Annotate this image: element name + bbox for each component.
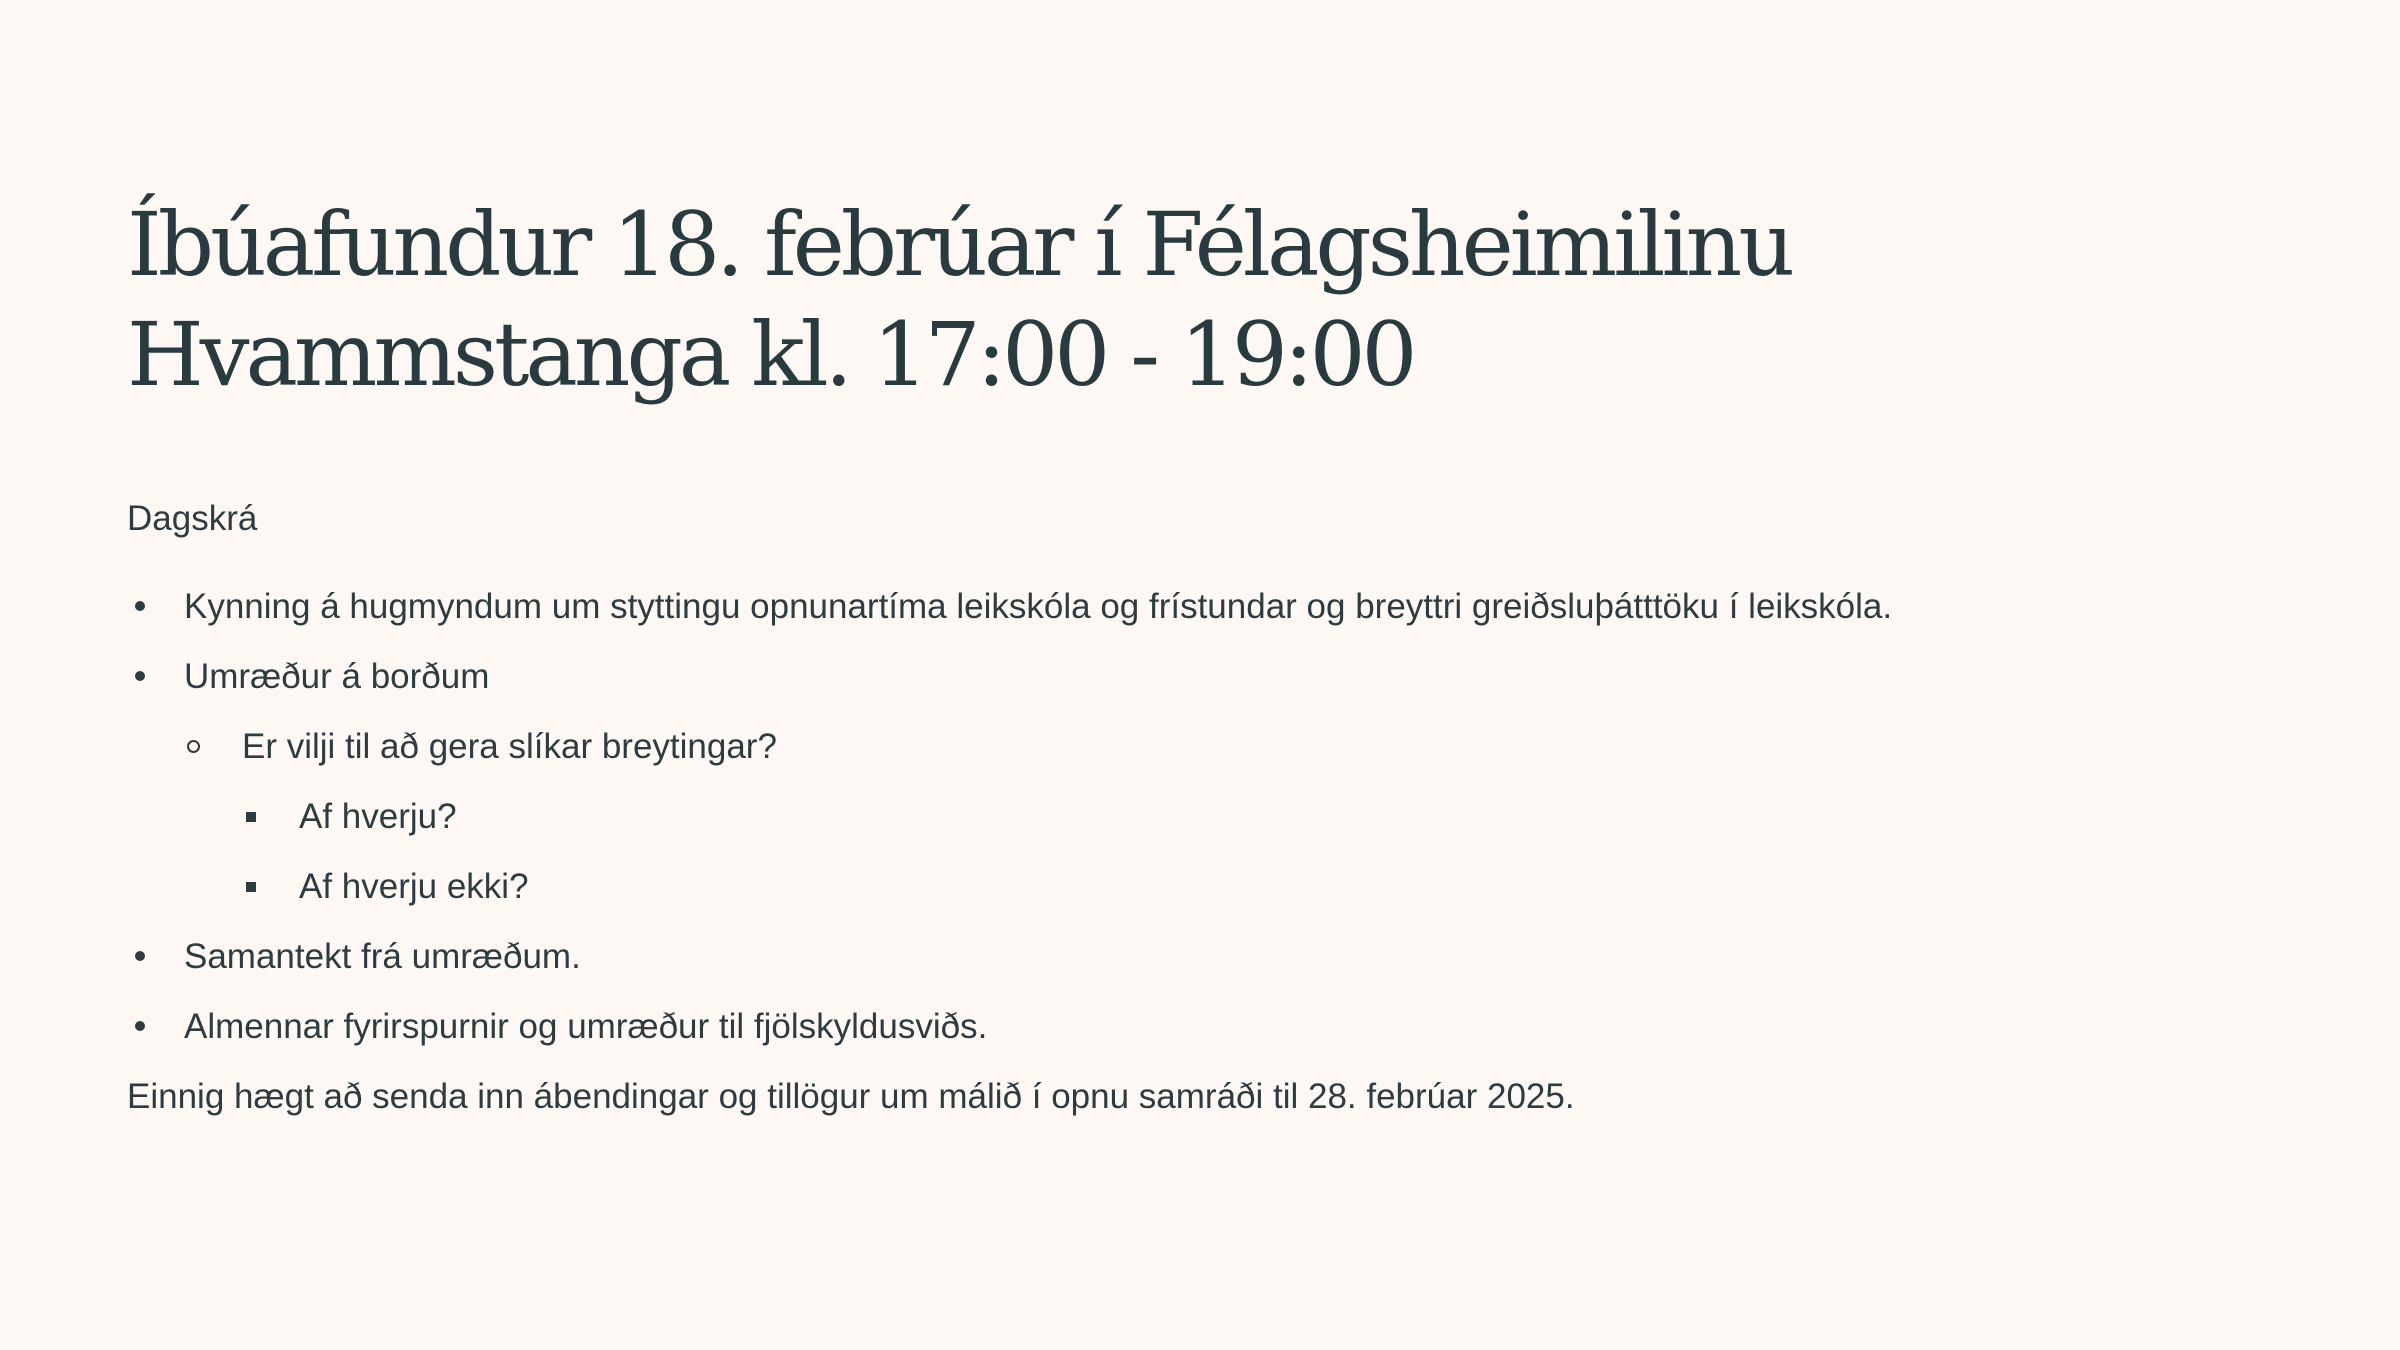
agenda-item	[127, 1006, 2277, 1048]
agenda-list	[127, 586, 2277, 1048]
agenda-subsubitem	[127, 796, 2277, 838]
bullet-square-icon	[246, 812, 256, 822]
page-title-line-2: Hvammstanga kl. 17:00 - 19:00	[127, 303, 1414, 406]
bullet-square-icon	[246, 882, 256, 892]
bullet-disc-icon	[135, 601, 145, 611]
agenda-item-text: Kynning á hugmyndum um styttingu opnunartíma leikskóla og frístundar og breyttri greiðsluþátttöku í leikskóla.	[184, 587, 1893, 626]
document-body	[127, 190, 2277, 1118]
bullet-disc-icon	[135, 671, 145, 681]
bullet-circle-icon	[187, 740, 200, 753]
bullet-disc-icon	[135, 1021, 145, 1031]
agenda-subsubitem	[127, 866, 2277, 908]
agenda-subsubitem-text: Af hverju ekki?	[299, 867, 529, 906]
agenda-item-text: Almennar fyrirspurnir og umræður til fjölskyldusviðs.	[184, 1007, 988, 1046]
agenda-item	[127, 656, 2277, 698]
agenda-label: Dagskrá	[127, 499, 258, 538]
agenda-subsubitem-text: Af hverju?	[299, 797, 457, 836]
page-title	[127, 190, 2277, 410]
agenda-item-text: Samantekt frá umræðum.	[184, 937, 581, 976]
agenda-item	[127, 586, 2277, 628]
agenda-item	[127, 936, 2277, 978]
agenda-subitem	[127, 726, 2277, 768]
agenda-subitem-text: Er vilji til að gera slíkar breytingar?	[242, 727, 777, 766]
closing-note: Einnig hægt að senda inn ábendingar og tillögur um málið í opnu samráði til 28. febrúar 2025.	[127, 1077, 1575, 1116]
page-title-line-1: Íbúafundur 18. febrúar í Félagsheimilinu	[127, 193, 1792, 296]
agenda-item-text: Umræður á borðum	[184, 657, 490, 696]
bullet-disc-icon	[135, 951, 145, 961]
